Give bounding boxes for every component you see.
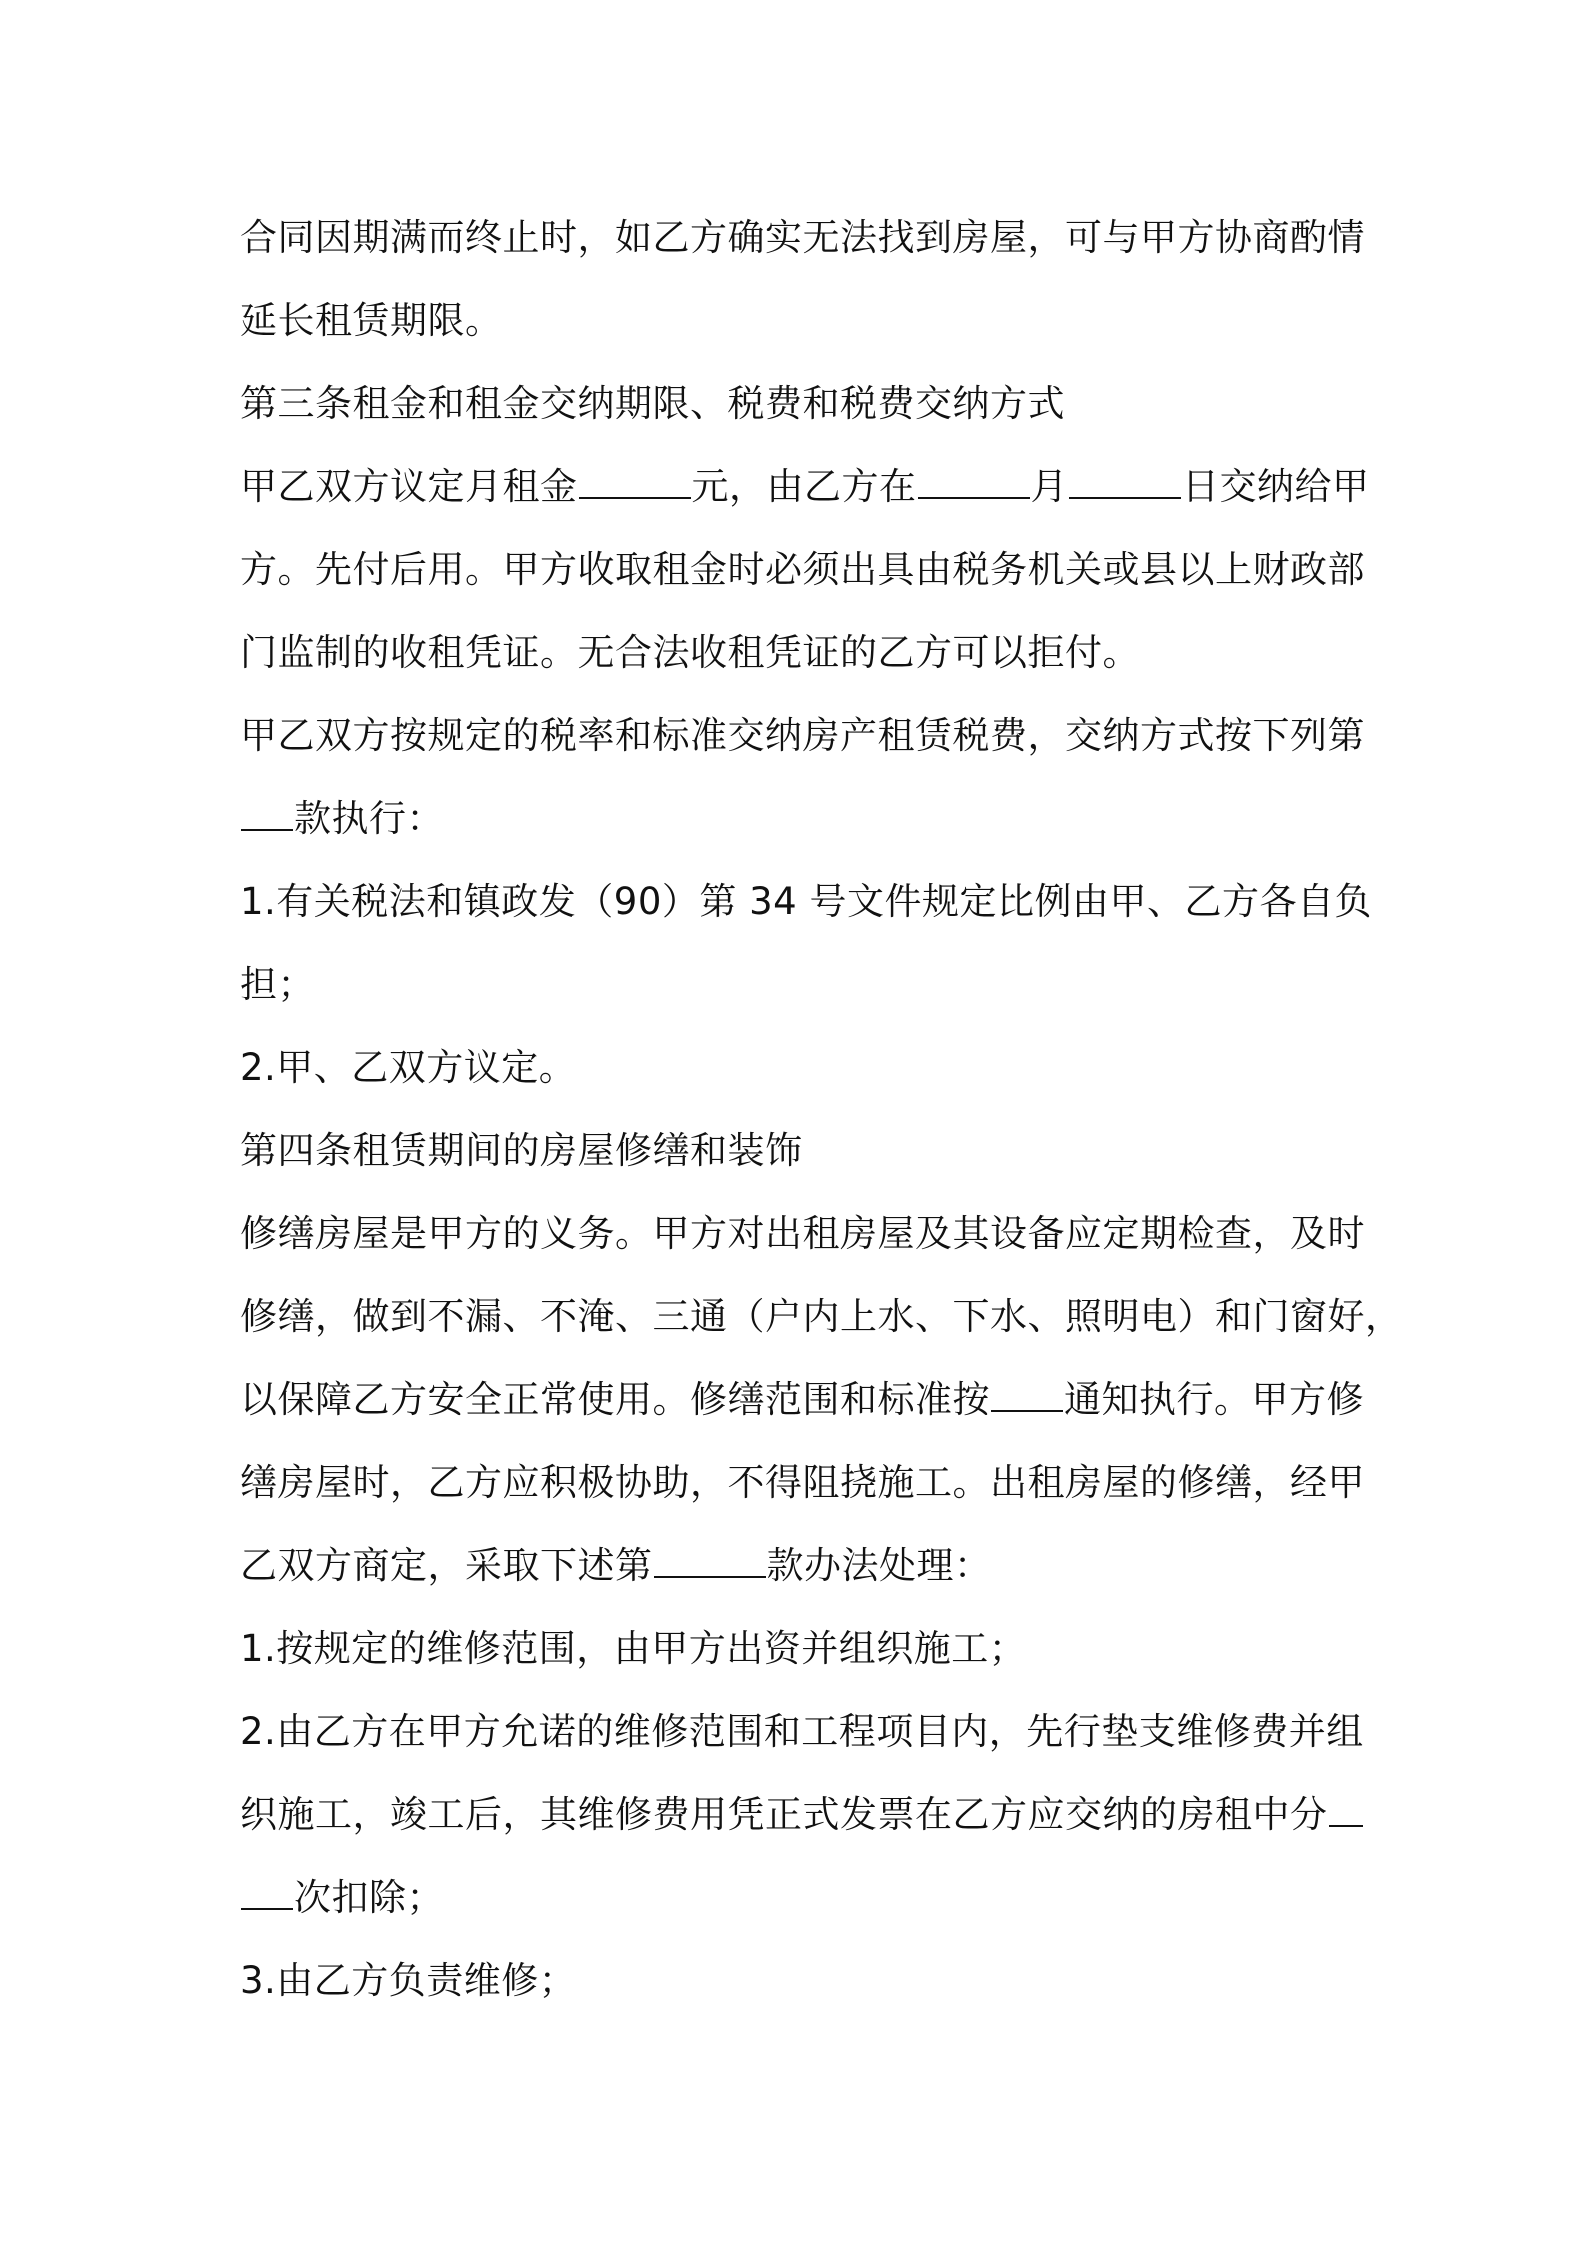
paragraph-line: 延长租赁期限。 (240, 299, 503, 342)
installment-blank-a (1329, 1795, 1363, 1827)
section-heading-article-4: 第四条租赁期间的房屋修缮和装饰 (240, 1129, 803, 1172)
paragraph-line: 甲乙双方议定月租金 元，由乙方在 月 日交纳给甲 (240, 465, 1370, 508)
installment-blank-b (241, 1878, 293, 1910)
list-item: 3.由乙方负责维修； (240, 1959, 577, 2002)
paragraph-line: 合同因期满而终止时，如乙方确实无法找到房屋，可与甲方协商酌情 (240, 216, 1365, 259)
section-heading-article-3: 第三条租金和租金交纳期限、税费和税费交纳方式 (240, 382, 1065, 425)
list-item: 1.按规定的维修范围，由甲方出资并组织施工； (240, 1627, 1027, 1670)
paragraph-line: 缮房屋时，乙方应积极协助，不得阻挠施工。出租房屋的修缮，经甲 (240, 1461, 1365, 1504)
paragraph-line: 款执行： (240, 777, 1360, 860)
list-item: 次扣除； (240, 1856, 1360, 1939)
rent-amount-blank (579, 467, 691, 499)
clause-number-blank (241, 799, 293, 831)
paragraph-line: 修缮房屋是甲方的义务。甲方对出租房屋及其设备应定期检查，及时 (240, 1212, 1365, 1255)
day-blank (1069, 467, 1181, 499)
list-item: 2.甲、乙双方议定。 (240, 1046, 577, 1089)
month-blank (918, 467, 1030, 499)
paragraph-line: 门监制的收租凭证。无合法收租凭证的乙方可以拒付。 (240, 631, 1140, 674)
paragraph-line: 甲乙双方按规定的税率和标准交纳房产租赁税费，交纳方式按下列第 (240, 714, 1365, 757)
paragraph-line: 乙双方商定，采取下述第 款办法处理： (240, 1544, 992, 1587)
paragraph-line: 修缮，做到不漏、不淹、三通（户内上水、下水、照明电）和门窗好， (240, 1295, 1403, 1338)
list-item: 2.由乙方在甲方允诺的维修范围和工程项目内，先行垫支维修费并组 (240, 1710, 1364, 1753)
paragraph-line: 方。先付后用。甲方收取租金时必须出具由税务机关或县以上财政部 (240, 548, 1365, 591)
list-item: 织施工，竣工后，其维修费用凭正式发票在乙方应交纳的房租中分 (240, 1773, 1360, 1856)
list-item: 1.有关税法和镇政发（90）第 34 号文件规定比例由甲、乙方各自负 (240, 880, 1372, 923)
list-item: 担； (240, 963, 315, 1006)
notice-blank (991, 1380, 1063, 1412)
paragraph-line: 以保障乙方安全正常使用。修缮范围和标准按 通知执行。甲方修 (240, 1378, 1364, 1421)
method-number-blank (654, 1546, 766, 1578)
contract-body (240, 196, 1403, 2022)
